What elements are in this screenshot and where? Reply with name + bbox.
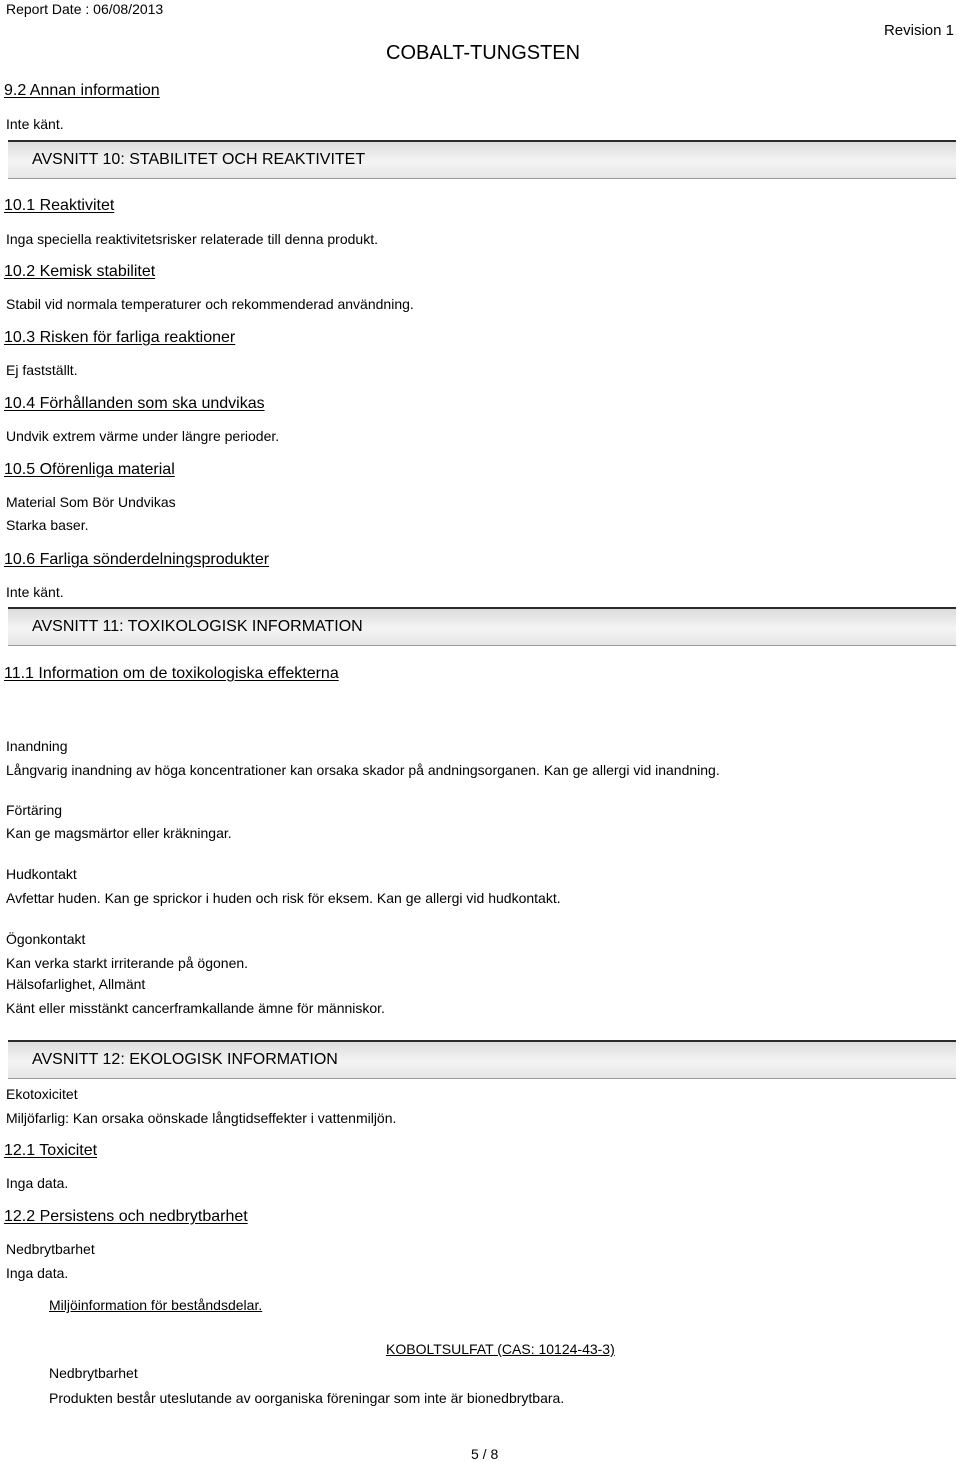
skin-contact-label: Hudkontakt [6, 866, 77, 882]
text-10-3: Ej fastställt. [6, 362, 78, 378]
environmental-info-link[interactable]: Miljöinformation för beståndsdelar. [49, 1297, 263, 1313]
ecotoxicity-text: Miljöfarlig: Kan orsaka oönskade långtidseffekter i vattenmiljön. [6, 1110, 397, 1126]
heading-9-2: 9.2 Annan information [4, 82, 160, 99]
text-10-4: Undvik extrem värme under längre perioder. [6, 428, 280, 444]
text-12-2-value: Inga data. [6, 1265, 69, 1281]
text-10-2: Stabil vid normala temperaturer och rekommenderad användning. [6, 296, 414, 312]
section-11-banner [8, 607, 956, 646]
skin-contact-text: Avfettar huden. Kan ge sprickor i huden och risk för eksem. Kan ge allergi vid hudkontakt. [6, 890, 561, 906]
text-12-2-label: Nedbrytbarhet [6, 1241, 95, 1257]
section-10-banner [8, 140, 956, 179]
heading-10-3: 10.3 Risken för farliga reaktioner [4, 329, 236, 346]
section-10-title: AVSNITT 10: STABILITET OCH REAKTIVITET [32, 151, 366, 168]
heading-10-5: 10.5 Oförenliga material [4, 461, 175, 478]
page-number: 5 / 8 [471, 1446, 499, 1462]
text-10-6: Inte känt. [6, 584, 64, 600]
text-12-1: Inga data. [6, 1175, 69, 1191]
ingestion-label: Förtäring [6, 802, 63, 818]
text-10-1: Inga speciella reaktivitetsrisker relaterade till denna produkt. [6, 231, 378, 247]
health-hazard-label: Hälsofarlighet, Allmänt [6, 976, 146, 992]
heading-12-1: 12.1 Toxicitet [4, 1142, 98, 1159]
ecotoxicity-label: Ekotoxicitet [6, 1086, 78, 1102]
eye-contact-text: Kan verka starkt irriterande på ögonen. [6, 955, 249, 971]
section-12-banner [8, 1040, 956, 1079]
heading-11-1: 11.1 Information om de toxikologiska effekterna [4, 665, 339, 682]
text-10-5-label: Material Som Bör Undvikas [6, 494, 176, 510]
component-heading: KOBOLTSULFAT (CAS: 10124-43-3) [386, 1341, 615, 1357]
ingestion-text: Kan ge magsmärtor eller kräkningar. [6, 825, 232, 841]
report-date: Report Date : 06/08/2013 [6, 1, 164, 17]
section-12-title: AVSNITT 12: EKOLOGISK INFORMATION [32, 1051, 338, 1068]
text-10-5-value: Starka baser. [6, 517, 89, 533]
component-degradability-label: Nedbrytbarhet [49, 1365, 138, 1381]
eye-contact-label: Ögonkontakt [6, 931, 86, 947]
inhalation-label: Inandning [6, 738, 68, 754]
heading-10-2: 10.2 Kemisk stabilitet [4, 263, 156, 280]
heading-10-6: 10.6 Farliga sönderdelningsprodukter [4, 551, 270, 568]
text-9-2: Inte känt. [6, 116, 64, 132]
document-title: COBALT-TUNGSTEN [386, 42, 581, 64]
heading-10-1: 10.1 Reaktivitet [4, 197, 115, 214]
section-11-title: AVSNITT 11: TOXIKOLOGISK INFORMATION [32, 618, 363, 635]
heading-10-4: 10.4 Förhållanden som ska undvikas [4, 395, 265, 412]
health-hazard-text: Känt eller misstänkt cancerframkallande ämne för människor. [6, 1000, 385, 1016]
inhalation-text: Långvarig inandning av höga koncentrationer kan orsaka skador på andningsorganen. Kan ge allergi vid inandning. [6, 762, 720, 778]
component-degradability-text: Produkten består uteslutande av oorganiska föreningar som inte är bionedbrytbara. [49, 1390, 565, 1406]
heading-12-2: 12.2 Persistens och nedbrytbarhet [4, 1208, 248, 1225]
revision-label: Revision 1 [883, 22, 954, 39]
